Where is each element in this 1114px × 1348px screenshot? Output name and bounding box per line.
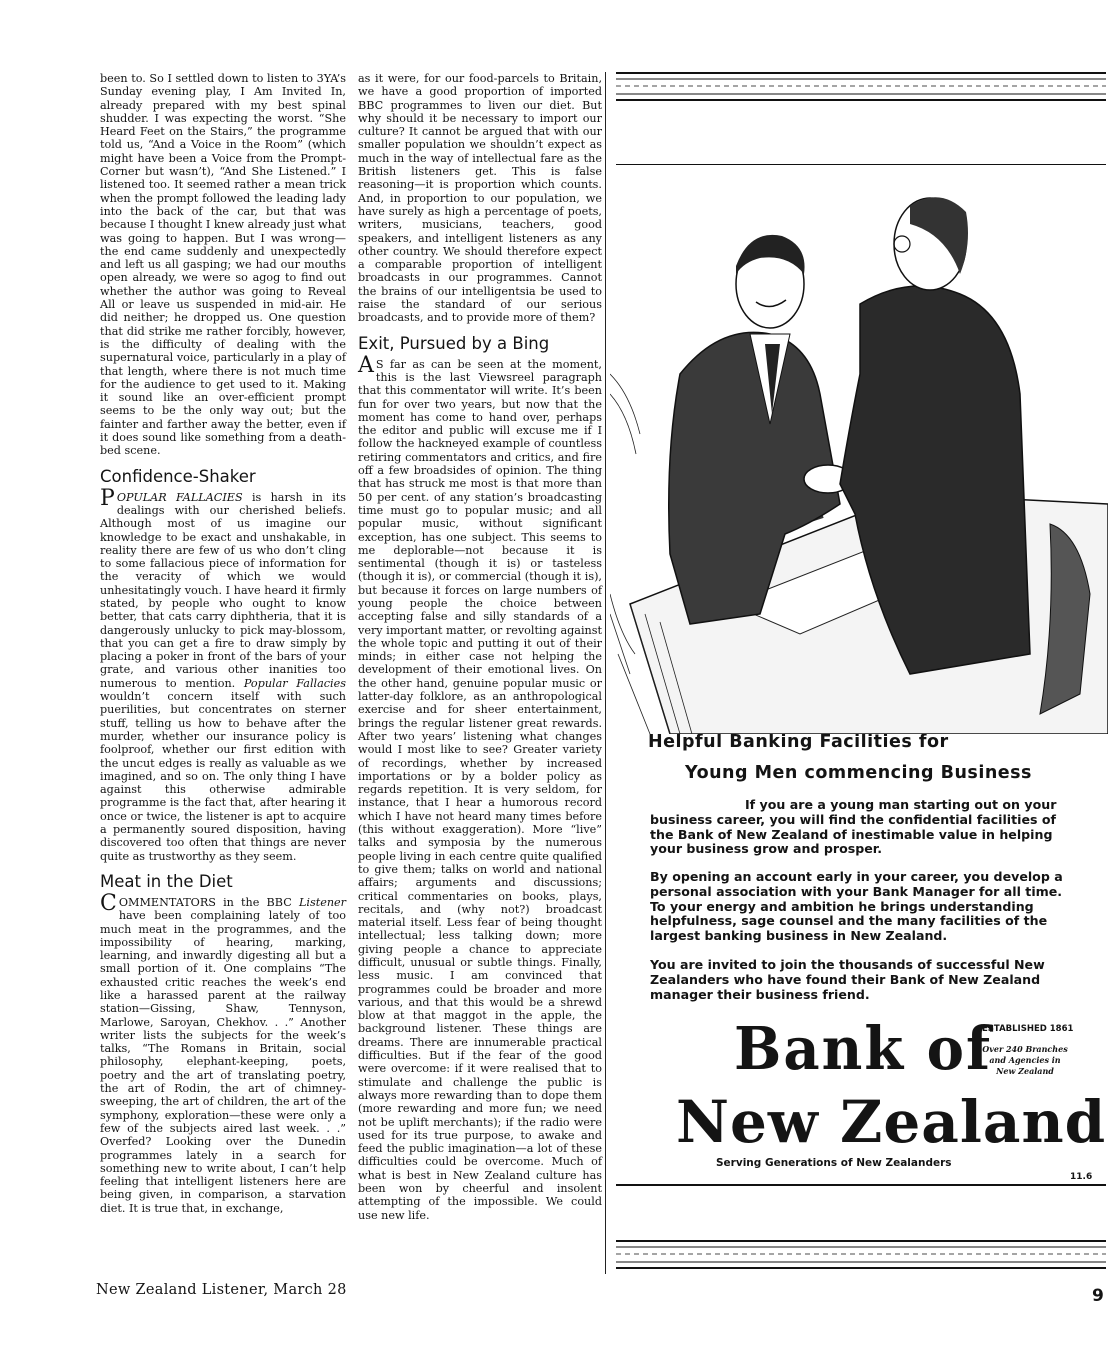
- meat-paragraph: [100, 890, 346, 1215]
- ad-headline-1: Helpful Banking Facilities for: [648, 732, 949, 752]
- bottom-ornamental-border: [616, 1238, 1106, 1278]
- bank-tagline: Serving Generations of New Zealanders: [716, 1157, 952, 1169]
- article-column-1: [100, 72, 346, 1215]
- confidence-text-2: wouldn’t concern itself with such puerilities, but concentrates on sterner stuff, telling us how to behave after the murder, whether our insurance policy is foolproof, whether our first edition with the uncut edges is really as valuable as we imagined, and so on. The only thing I have against this otherwise admirable programme is the fact that, after hearing it once or twice, the listener is apt to acquire a permanently soured disposition, having discovered too often that things are never quite as trustworthy as they seem.: [100, 690, 346, 863]
- branches-note: Over 240 Branches and Agencies in New Zealand: [982, 1044, 1068, 1076]
- dropcap-p: P: [100, 485, 115, 511]
- italic-popular-fallacies: OPULAR FALLACIES: [116, 490, 243, 504]
- ad-paragraph-2: By opening an account early in your career, you develop a personal association with your Bank Manager for all time. To your energy and ambition he brings understanding helpfulness, sage counsel and the many facilities of the largest banking business in New Zealand.: [650, 869, 1063, 944]
- italic-listener: Listener: [298, 895, 346, 909]
- ad-headline-2: Young Men commencing Business: [685, 763, 1032, 783]
- meat-text-2: have been complaining lately of too much meat in the programmes, and the impossibility of hearing, marking, learning, and inwardly digesting all but a small portion of it. One complains “The exhausted critic reaches the week’s end like a harassed parent at the railway station—Gissing, Shaw, Tennyson, Marlowe, Saroyan, Chekhov. . .” Another writer lists the subjects for the week’s talks, “The Romans in Britain, social philosophy, elephant-keeping, poets, poetry and the art of translating poetry, the art of Rodin, the art of chimney-sweeping, the art of children, the art of the symphony, exploration—these were only a few of the subjects aired last week. . .” Overfed? Looking over the Dunedin programmes lately in a search for something new to write about, I can’t help feeling that intelligent listeners here are being given, in comparison, a starvation diet. It is true that, in exchange,: [100, 909, 346, 1215]
- article-column-2: [358, 72, 602, 1222]
- column-divider: [605, 72, 606, 1274]
- ad-paragraph-3: You are invited to join the thousands of successful New Zealanders who have found their Bank of New Zealand manager their business friend.: [650, 957, 1045, 1002]
- exit-text: S far as can be seen at the moment, this is the last Viewsreel paragraph that this commentator will write. It’s been fun for over two years, but now that the moment has come to hand over, perhaps the editor and public will excuse me if I follow the hackneyed example of countless retiring commentators and critics, and fire off a few broadsides of opinion. The thing that has struck me most is that more than 50 per cent. of any station’s broadcasting time must go to popular music; and all popular music, without significant exception, has one subject. This seems to me deplorable—not because it is sentimental (though it is) or tasteless (though it is), or commercial (though it is), but because it forces on large numbers of young people the choice between accepting false and silly standards of a very important matter, or revolting against the whole topic and putting it out of their minds; in either case not helping the development of their emotional lives. On the other hand, genuine popular music or latter-day folklore, as an anthropological exercise and for sheer entertainment, brings the regular listener great rewards. After two years’ listening what changes would I most like to see? Greater variety of recordings, whether by increased importations or by a bolder policy as regards repetition. It is very seldom, for instance, that I hear a humorous record which I have not heard many times before (this without exaggeration). More “live” talks and symposia by the numerous people living in each centre quite qualified to give them; talks on world and national affairs; arguments and discussions; critical commentaries on books, plays, recitals, and (why not?) broadcast material itself. Less fear of being thought intellectual; less talking down; more giving people a chance to appreciate difficult, unusual or subtle things. Finally, less music. I am convinced that programmes could be broader and more various, and that this would be a shrewd blow at that maggot in the apple, the background listener. These things are dreams. There are innumerable practical difficulties. But if the fear of the good were overcome: if it were realised that to stimulate and challenge the public is always more rewarding than to dope them (more rewarding and more fun; we need not be uplift merchants); if the radio were used for its true purpose, to awake and feed the public imagination—a lot of these difficulties could be overcome. Much of what is best in New Zealand culture has been won by cheerful and insolent attempting of the impossible. We could use new life.: [358, 357, 602, 1222]
- heading-confidence-shaker: Confidence-Shaker: [100, 466, 256, 486]
- continuation-paragraph: as it were, for our food-parcels to Britain, we have a good proportion of imported BBC programmes to liven our diet. But why should it be necessary to import our culture? It cannot be argued that with our smaller population we shouldn’t expect as much in the way of intellectual fare as the British listeners get. This is false reasoning—it is proportion which counts. And, in proportion to our population, we have surely as high a percentage of poets, writers, musicians, teachers, good speakers, and intelligent listeners as any other country. We should therefore expect a comparable proportion of intelligent broadcasts in our programmes. Cannot the brains of our intelligentsia be used to raise the standard of our serious broadcasts, and to provide more of them?: [358, 72, 602, 325]
- dropcap-c: C: [100, 890, 117, 916]
- bank-logo-line-1: Bank of: [734, 1014, 993, 1084]
- bank-logo-line-2: New Zealand: [676, 1088, 1107, 1156]
- bottom-thick-rule: [616, 1184, 1106, 1186]
- intro-paragraph: been to. So I settled down to listen to 3YA’s Sunday evening play, I Am Invited In, already prepared with my best spinal shudder. I was expecting the worst. “She Heard Feet on the Stairs,” the programme told us, “And a Voice in the Room” (which might have been a Voice from the Prompt-Corner but wasn’t), “And She Listened.” I listened too. It seemed rather a mean trick when the prompt followed the leading lady into the back of the car, but that was because I thought I knew already just what was going to happen. But I was wrong—the end came suddenly and unexpectedly and left us all gasping; we had our mouths open already, we were so agog to find out whether the author was going to Reveal All or leave us suspended in mid-air. He did neither; he dropped us. One question that did strike me rather forcibly, however, is the difficulty of dealing with the supernatural voice, particularly in a play of that length, where there is not much time for the audience to get used to it. Making it sound like an over-efficient prompt seems to be the only way out; but the fainter and farther away the better, even if it does sound like something from a death-bed scene.: [100, 72, 346, 458]
- ad-paragraph-1: [650, 798, 1080, 857]
- established-note: ESTABLISHED 1861: [982, 1024, 1074, 1034]
- heading-meat-in-the-diet: Meat in the Diet: [100, 871, 233, 891]
- confidence-text-1: is harsh in its dealings with our cherished beliefs. Although most of us imagine our knowledge to be exact and unshakable, in reality there are few of us who don’t cling to some fallacious piece of information for the veracity of which we would unhesitatingly vouch. I have heard it firmly stated, by people who ought to know better, that cats carry diphtheria, that it is dangerously unlucky to pick may-blossom, that you can get a fire to draw simply by placing a poker in front of the bars of your grate, and various other inanities too numerous to mention.: [100, 490, 346, 690]
- dropcap-a: A: [358, 352, 374, 378]
- magazine-footer: New Zealand Listener, March 28: [96, 1282, 347, 1298]
- italic-popular-fallacies-2: Popular Fallacies: [243, 676, 346, 690]
- exit-paragraph: [358, 352, 602, 1222]
- top-thin-rule: [616, 164, 1106, 165]
- confidence-paragraph: [100, 485, 346, 863]
- top-ornamental-border: [616, 70, 1106, 110]
- page-number: 9: [1092, 1286, 1104, 1306]
- bank-advertisement: [610, 66, 1108, 1286]
- heading-exit-pursued: Exit, Pursued by a Bing: [358, 333, 550, 353]
- meat-text-1: OMMENTATORS in the BBC: [118, 895, 299, 909]
- handshake-illustration: [610, 174, 1108, 734]
- ad-paragraph-1-text: If you are a young man starting out on your business career, you will find the confidential facilities of the Bank of New Zealand of inestimable value in helping your business grow and prosper.: [650, 797, 1057, 857]
- ad-code: 11.6: [1070, 1172, 1093, 1182]
